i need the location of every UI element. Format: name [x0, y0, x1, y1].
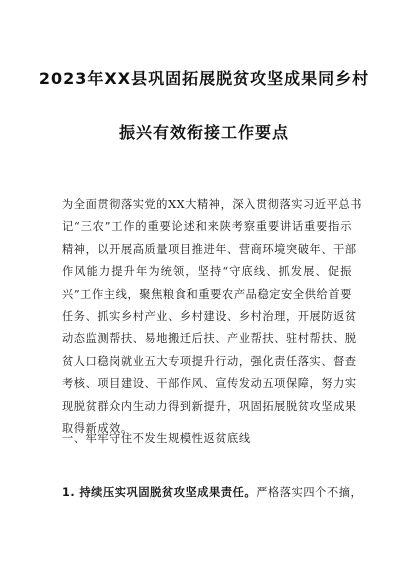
section-heading: 一、牢牢守住不发生规模性返贫底线: [62, 432, 251, 445]
intro-line: 动态监测帮扶、易地搬迁后扶、产业帮扶、驻村帮扶、脱: [62, 332, 357, 346]
intro-line: 为全面贯彻落实党的XX大精神，深入贯彻落实习近平总书: [62, 198, 363, 211]
intro-line: 现脱贫群众内生动力得到新提升，巩固拓展脱贫攻坚成果: [62, 399, 357, 413]
list-item: [62, 484, 363, 500]
intro-paragraph: [62, 194, 363, 440]
item-text: 严格落实四个不摘，: [256, 486, 363, 499]
intro-line: 贫人口稳岗就业五大专项提升行动，强化责任落实、督查: [62, 354, 357, 368]
intro-line: 记“三农”工作的重要论述和来陕考察重要讲话重要指示: [62, 220, 352, 234]
item-number: 1.: [62, 486, 76, 499]
document-title-line-1: 2023年XX县巩固拓展脱贫攻坚成果同乡村: [38, 69, 370, 88]
intro-line: 兴”工作主线，聚焦粮食和重要农产品稳定安全供给首要: [62, 287, 352, 301]
document-title-line-2: 振兴有效衔接工作要点: [118, 123, 289, 142]
item-heading: 持续压实巩固脱贫攻坚成果责任。: [79, 485, 257, 499]
intro-line: 任务、抓实乡村产业、乡村建设、乡村治理，开展防返贫: [62, 310, 357, 324]
intro-line: 精神，以开展高质量项目推进年、营商环境突破年、干部: [62, 242, 357, 256]
intro-line: 取得新成效。: [62, 422, 133, 436]
intro-line: 考核、项目建设、干部作风、宣传发动五项保障，努力实: [62, 377, 357, 391]
intro-line: 作风能力提升年为统领，坚持“守底线、抓发展、促振: [62, 265, 352, 279]
